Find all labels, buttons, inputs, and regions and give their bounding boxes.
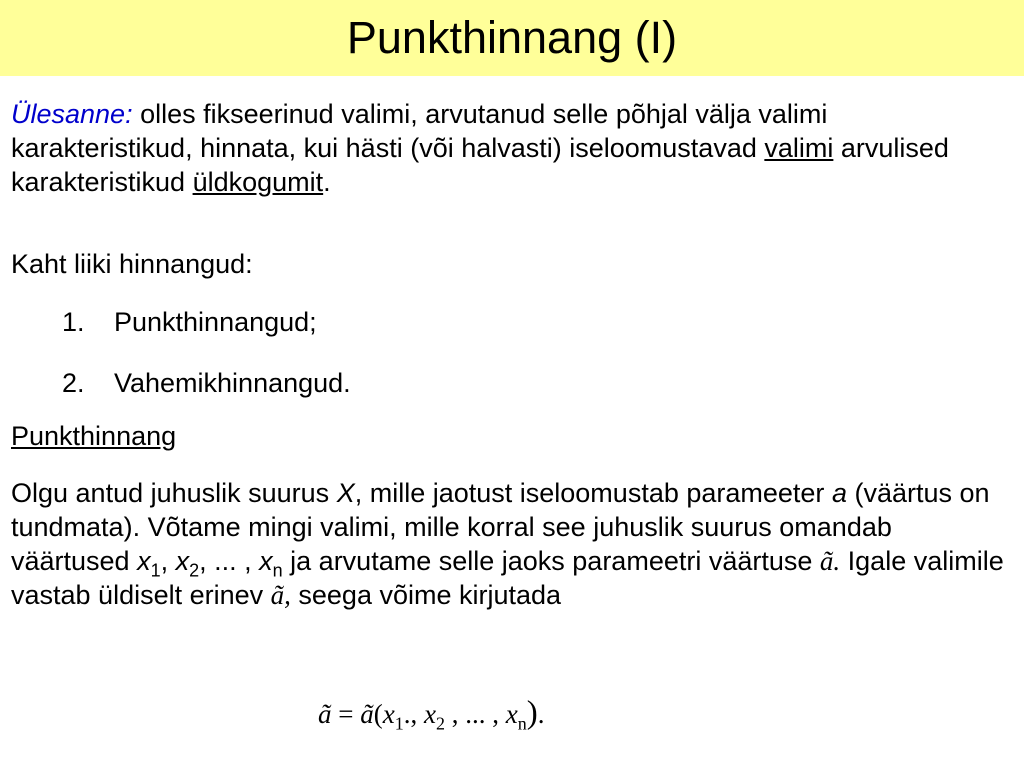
var-x-upper: X [336, 478, 355, 508]
list-item-label: Punkthinnangud; [114, 307, 317, 337]
task-text-1: olles fikseerinud valimi, arvutanud selle põhjal välja valimi karakteristikud, hinnata, kui hästi (või halvasti) iseloomustavad [11, 99, 828, 163]
subscript: 2 [189, 560, 200, 581]
para-text: ja arvutame selle jaoks parameetri väärtuse [282, 546, 820, 576]
formula-paren: ( [373, 699, 383, 729]
formula-period: . [537, 699, 545, 729]
para-text: Igale valimile vastab üldiselt erinev [11, 546, 1004, 610]
formula-paren: ) [526, 695, 538, 731]
sample-link: valimi [764, 133, 834, 163]
para-text: seega võime kirjutada [290, 580, 562, 610]
subscript: 1 [150, 560, 161, 581]
a-hat: ã, [270, 580, 291, 610]
formula-fn: ã [360, 699, 374, 729]
list-item-number: 1. [62, 307, 85, 337]
task-label: Ülesanne: [11, 99, 133, 129]
list-item-label: Vahemikhinnangud. [114, 368, 351, 398]
slide-title: Punkthinnang (I) [346, 12, 678, 63]
var-x: x [137, 546, 151, 576]
var-a: a [831, 478, 847, 508]
para-text: , mille jaotust iseloomustab parameeter [354, 478, 832, 508]
var-x: x [175, 546, 190, 576]
task-paragraph [11, 97, 1015, 199]
var-x: x [259, 546, 273, 576]
formula-x: x [382, 699, 395, 729]
list-item [62, 305, 317, 339]
formula-sep: , ... , [444, 699, 506, 729]
population-link: üldkogumit [192, 167, 324, 197]
para-text: , [160, 546, 176, 576]
a-hat: ã. [819, 546, 841, 576]
task-text-3: . [323, 167, 331, 197]
list-item-number: 2. [62, 368, 85, 398]
formula-lhs: ã [318, 699, 332, 729]
para-text: , ... , [199, 546, 260, 576]
definition-paragraph [11, 476, 1015, 612]
section-heading: Punkthinnang [11, 421, 177, 451]
para-text: (väärtus on tundmata). Võtame mingi valimi, mille korral see juhuslik suurus omandab väärtused [11, 478, 990, 576]
list-item [62, 366, 351, 400]
formula-x: x [505, 699, 518, 729]
estimator-formula [318, 693, 544, 734]
types-intro: Kaht liiki hinnangud: [11, 249, 253, 279]
task-text-2: arvulised karakteristikud [11, 133, 949, 197]
subscript: n [272, 560, 283, 581]
formula-subscript: 2 [435, 713, 445, 734]
formula-equals: = [331, 699, 361, 729]
formula-sep: ., [403, 699, 424, 729]
formula-subscript: n [517, 713, 527, 734]
formula-x: x [423, 699, 436, 729]
para-text: Olgu antud juhuslik suurus [11, 478, 337, 508]
formula-subscript: 1 [394, 713, 404, 734]
